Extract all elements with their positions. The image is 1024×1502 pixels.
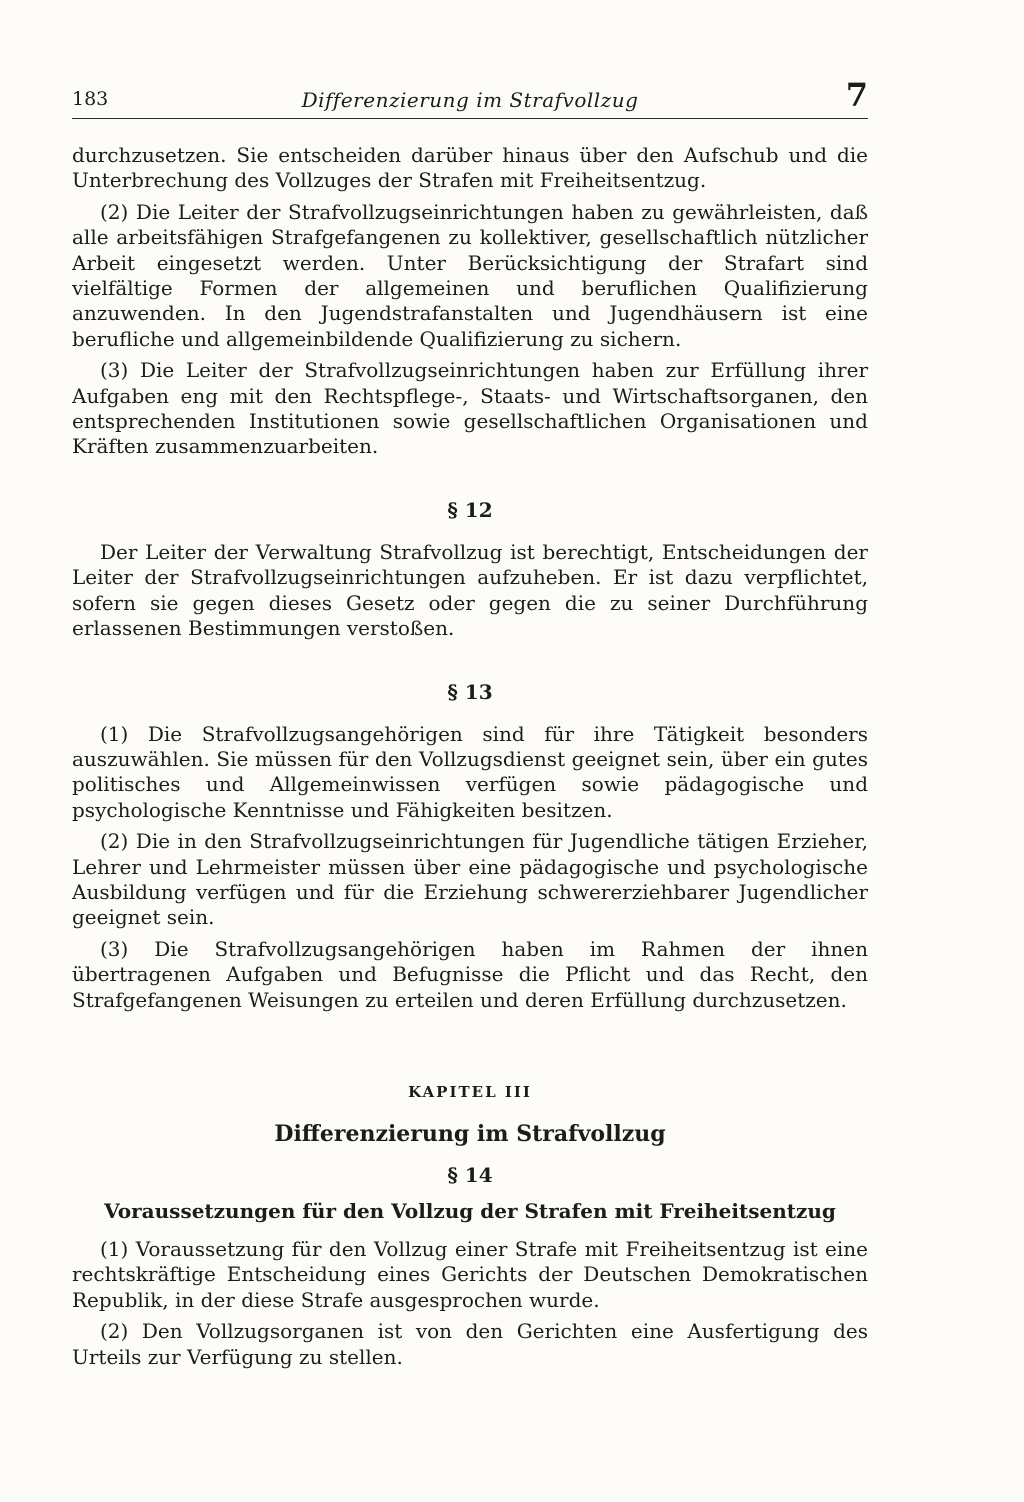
paragraph-11-2: (2) Die Leiter der Strafvollzugseinrichtungen haben zu gewährleisten, daß alle arbeitsfähigen Strafgefangenen zu kollektiver, gesellschaftlich nützlicher Arbeit eingesetzt werden. Unter Berücksichtigung der Strafart sind vielfältige Formen der allgemeinen und beruflichen Qualifizierung anzuwenden. In den Jugendstrafanstalten und Jugendhäusern ist eine berufliche und allgemeinbildende Qualifizierung zu sichern. [72,199,868,351]
paragraph-13-1: (1) Die Strafvollzugsangehörigen sind für ihre Tätigkeit besonders auszuwählen. Sie müssen für den Vollzugsdienst geeignet sein, über ein gutes politisches und Allgemeinwissen verfügen sowie pädagogische und psychologische Kenntnisse und Fähigkeiten besitzen. [72,721,868,822]
paragraph-13-3: (3) Die Strafvollzugsangehörigen haben im Rahmen der ihnen übertragenen Aufgaben und Befugnisse die Pflicht und das Recht, den Strafgefangenen Weisungen zu erteilen und deren Erfüllung durchzusetzen. [72,936,868,1012]
document-page [72,78,868,1376]
paragraph-continuation: durchzusetzen. Sie entscheiden darüber hinaus über den Aufschub und die Unterbrechung des Vollzuges der Strafen mit Freiheitsentzug. [72,143,868,193]
paragraph-11-3: (3) Die Leiter der Strafvollzugseinrichtungen haben zur Erfüllung ihrer Aufgaben eng mit den Rechtspflege-, Staats- und Wirtschaftsorganen, den entsprechenden Institutionen sowie gesellschaftlichen Organisationen und Kräften zusammenzuarbeiten. [72,358,868,459]
chapter-label: KAPITEL III [408,1082,532,1101]
paragraph-12: Der Leiter der Verwaltung Strafvollzug ist berechtigt, Entscheidungen der Leiter der Strafvollzugseinrichtungen aufzuheben. Er ist dazu verpflichtet, sofern sie gegen dieses Gesetz oder gegen die zu seiner Durchführung erlassenen Bestimmungen verstoßen. [72,539,868,641]
section-12-heading: § 12 [447,497,493,522]
running-head [72,78,868,119]
section-14-heading: § 14 [447,1162,493,1187]
page-number: 183 [72,88,109,110]
section-14-title: Voraussetzungen für den Vollzug der Strafen mit Freiheitsentzug [104,1198,836,1223]
paragraph-14-2: (2) Den Vollzugsorganen ist von den Gerichten eine Ausfertigung des Urteils zur Verfügung zu stellen. [72,1319,868,1369]
chapter-number: 7 [845,76,868,114]
section-13-heading: § 13 [447,679,493,704]
paragraph-14-1: (1) Voraussetzung für den Vollzug einer Strafe mit Freiheitsentzug ist eine rechtskräftige Entscheidung eines Gerichts der Deutschen Demokratischen Republik, in der diese Strafe ausgesprochen wurde. [72,1236,868,1312]
paragraph-13-2: (2) Die in den Strafvollzugseinrichtungen für Jugendliche tätigen Erzieher, Lehrer und Lehrmeister müssen über eine pädagogische und psychologische Ausbildung verfügen und für die Erziehung schwererziehbarer Jugendlicher geeignet sein. [72,829,868,930]
running-title: Differenzierung im Strafvollzug [301,88,639,112]
chapter-title: Differenzierung im Strafvollzug [274,1120,666,1147]
